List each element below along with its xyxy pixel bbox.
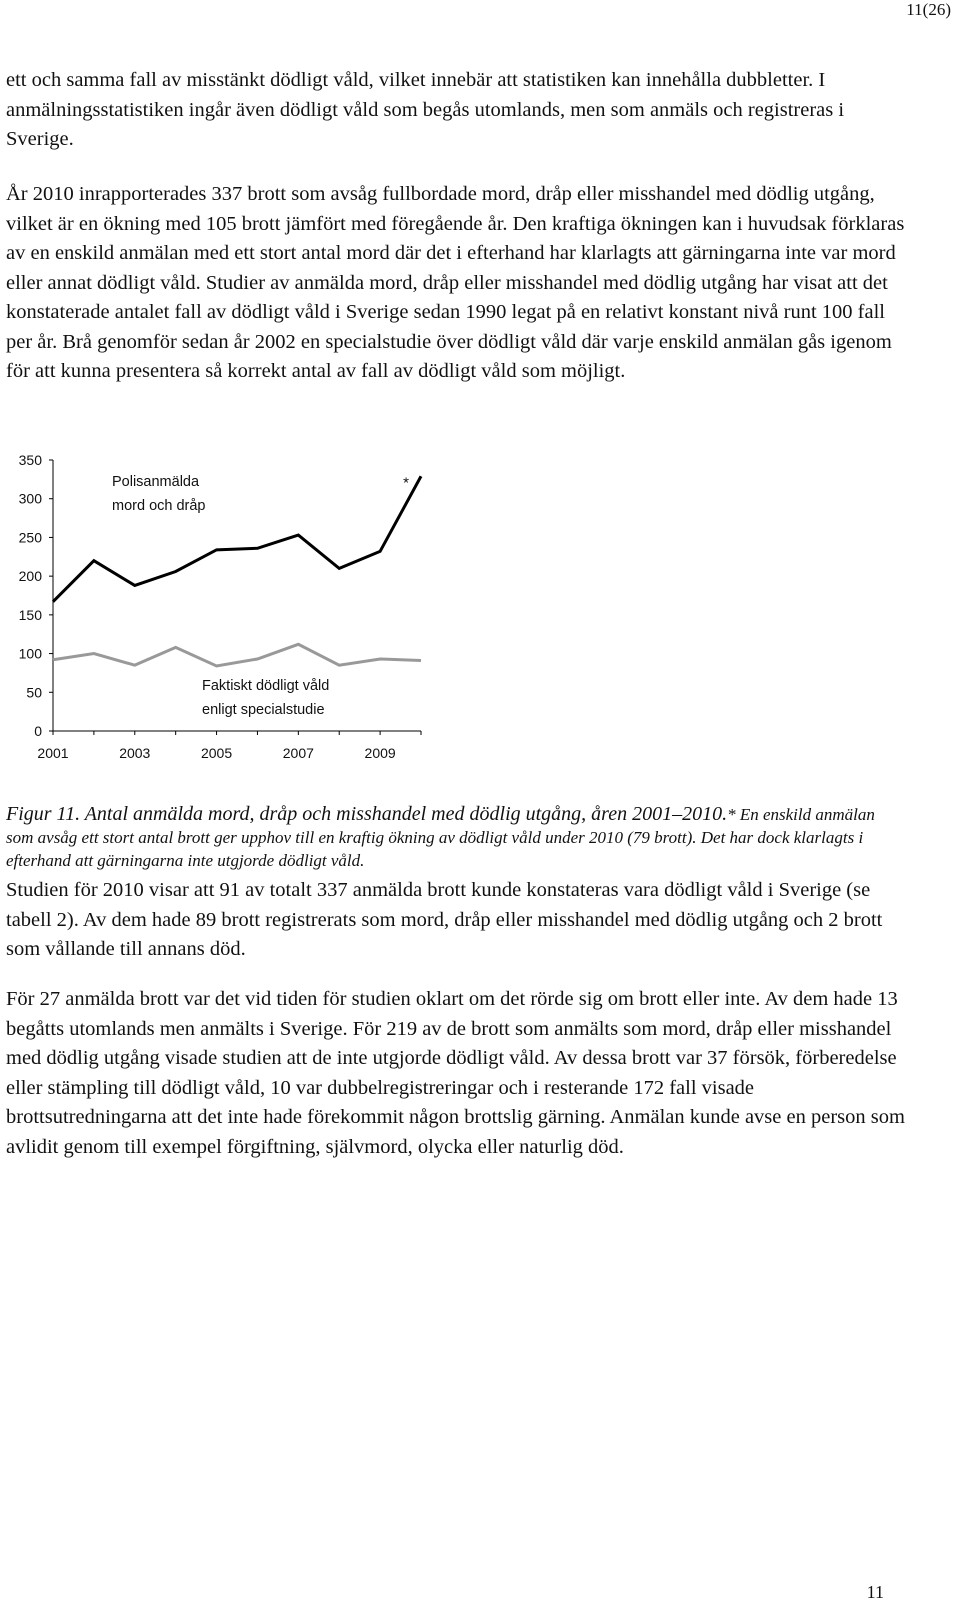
y-axis-ticks: [19, 452, 53, 739]
x-axis-ticks: [37, 731, 421, 761]
y-tick-label: 300: [18, 490, 42, 507]
x-tick-label: 2007: [282, 745, 314, 761]
paragraph-2010-reports: År 2010 inrapporterades 337 brott som avsåg fullbordade mord, dråp eller misshandel med dödlig utgång, vilket är en ökning med 105 brott jämfört med föregående år. Den kraftiga ökningen kan i huvudsak förklaras av en enskild anmälan med ett stort antal mord där det i efterhand har klarlagts att gärningarna inte var mord eller annat dödligt våld. Studier av anmälda mord, dråp eller misshandel med dödlig utgång har visat att det konstaterade antalet fall av dödligt våld i Sverige sedan 1990 legat på en relativt konstant nivå runt 100 fall per år. Brå genomför sedan år 2002 en specialstudie över dödligt våld där varje enskild anmälan gås igenom för att kunna presentera så korrekt antal av fall av dödligt våld som möjligt.: [6, 183, 905, 382]
x-tick-label: 2003: [119, 745, 151, 761]
y-tick-label: 150: [18, 606, 42, 623]
page-counter: 11(26): [906, 0, 951, 19]
caption-title: Figur 11. Antal anmälda mord, dråp och misshandel med dödlig utgång, åren 2001–2010.: [6, 803, 728, 825]
y-tick-label: 250: [18, 529, 42, 546]
y-tick-label: 200: [18, 568, 42, 585]
y-tick-label: 0: [34, 723, 42, 739]
series-line-1: [53, 476, 421, 601]
paragraph-intro: ett och samma fall av misstänkt dödligt våld, vilket innebär att statistiken kan innehålla dubbletter. I anmälningsstatistiken ingår även dödligt våld som begås utomlands, men som anmäls och registreras i Sverige.: [6, 69, 845, 150]
line-chart: [0, 450, 450, 790]
series-line-2: [53, 644, 421, 666]
series-label-1: Polisanmälda: [112, 474, 200, 490]
series-labels: [112, 474, 409, 718]
series-label-2: Faktiskt dödligt våld: [202, 678, 330, 694]
y-tick-label: 350: [18, 452, 42, 468]
y-tick-label: 100: [18, 645, 42, 662]
series-label-2: enligt specialstudie: [202, 702, 325, 718]
caption-note: * En enskild anmälan som avsåg ett stort antal brott ger upphov till en kraftig ökning av dödligt våld under 2010 (79 brott). Det har dock klarlagts i efterhand att gärningarna inte utgjorde dödligt våld.: [6, 805, 875, 870]
page-number: 11: [866, 1582, 884, 1602]
paragraph-study-2010: Studien för 2010 visar att 91 av totalt 337 anmälda brott kunde konstateras vara dödligt våld i Sverige (se tabell 2). Av dem hade 89 brott registrerats som mord, dråp eller misshandel med dödlig utgång och 2 brott som vållande till annans död.: [6, 879, 883, 960]
x-tick-label: 2001: [37, 745, 69, 761]
x-tick-label: 2005: [200, 745, 233, 761]
chart-series: [53, 476, 421, 666]
figure-caption: [6, 803, 906, 872]
y-tick-label: 50: [26, 684, 42, 701]
annotation-asterisk: *: [403, 474, 409, 492]
paragraph-unclear-cases: För 27 anmälda brott var det vid tiden för studien oklart om det rörde sig om brott eller inte. Av dem hade 13 begåtts utomlands men anmälts i Sverige. För 219 av de brott som anmälts som mord, dråp eller misshandel med dödlig utgång visade studien att de inte utgjorde dödligt våld. Av dessa brott var 37 försök, förberedelse eller stämpling till dödligt våld, 10 var dubbelregistreringar och i resterande 172 fall visade brottsutredningarna att det inte hade förekommit någon brottslig gärning. Anmälan kunde avse en person som avlidit genom till exempel förgiftning, självmord, olycka eller naturlig död.: [6, 988, 905, 1158]
x-tick-label: 2009: [364, 745, 396, 761]
series-label-1: mord och dråp: [112, 498, 206, 514]
